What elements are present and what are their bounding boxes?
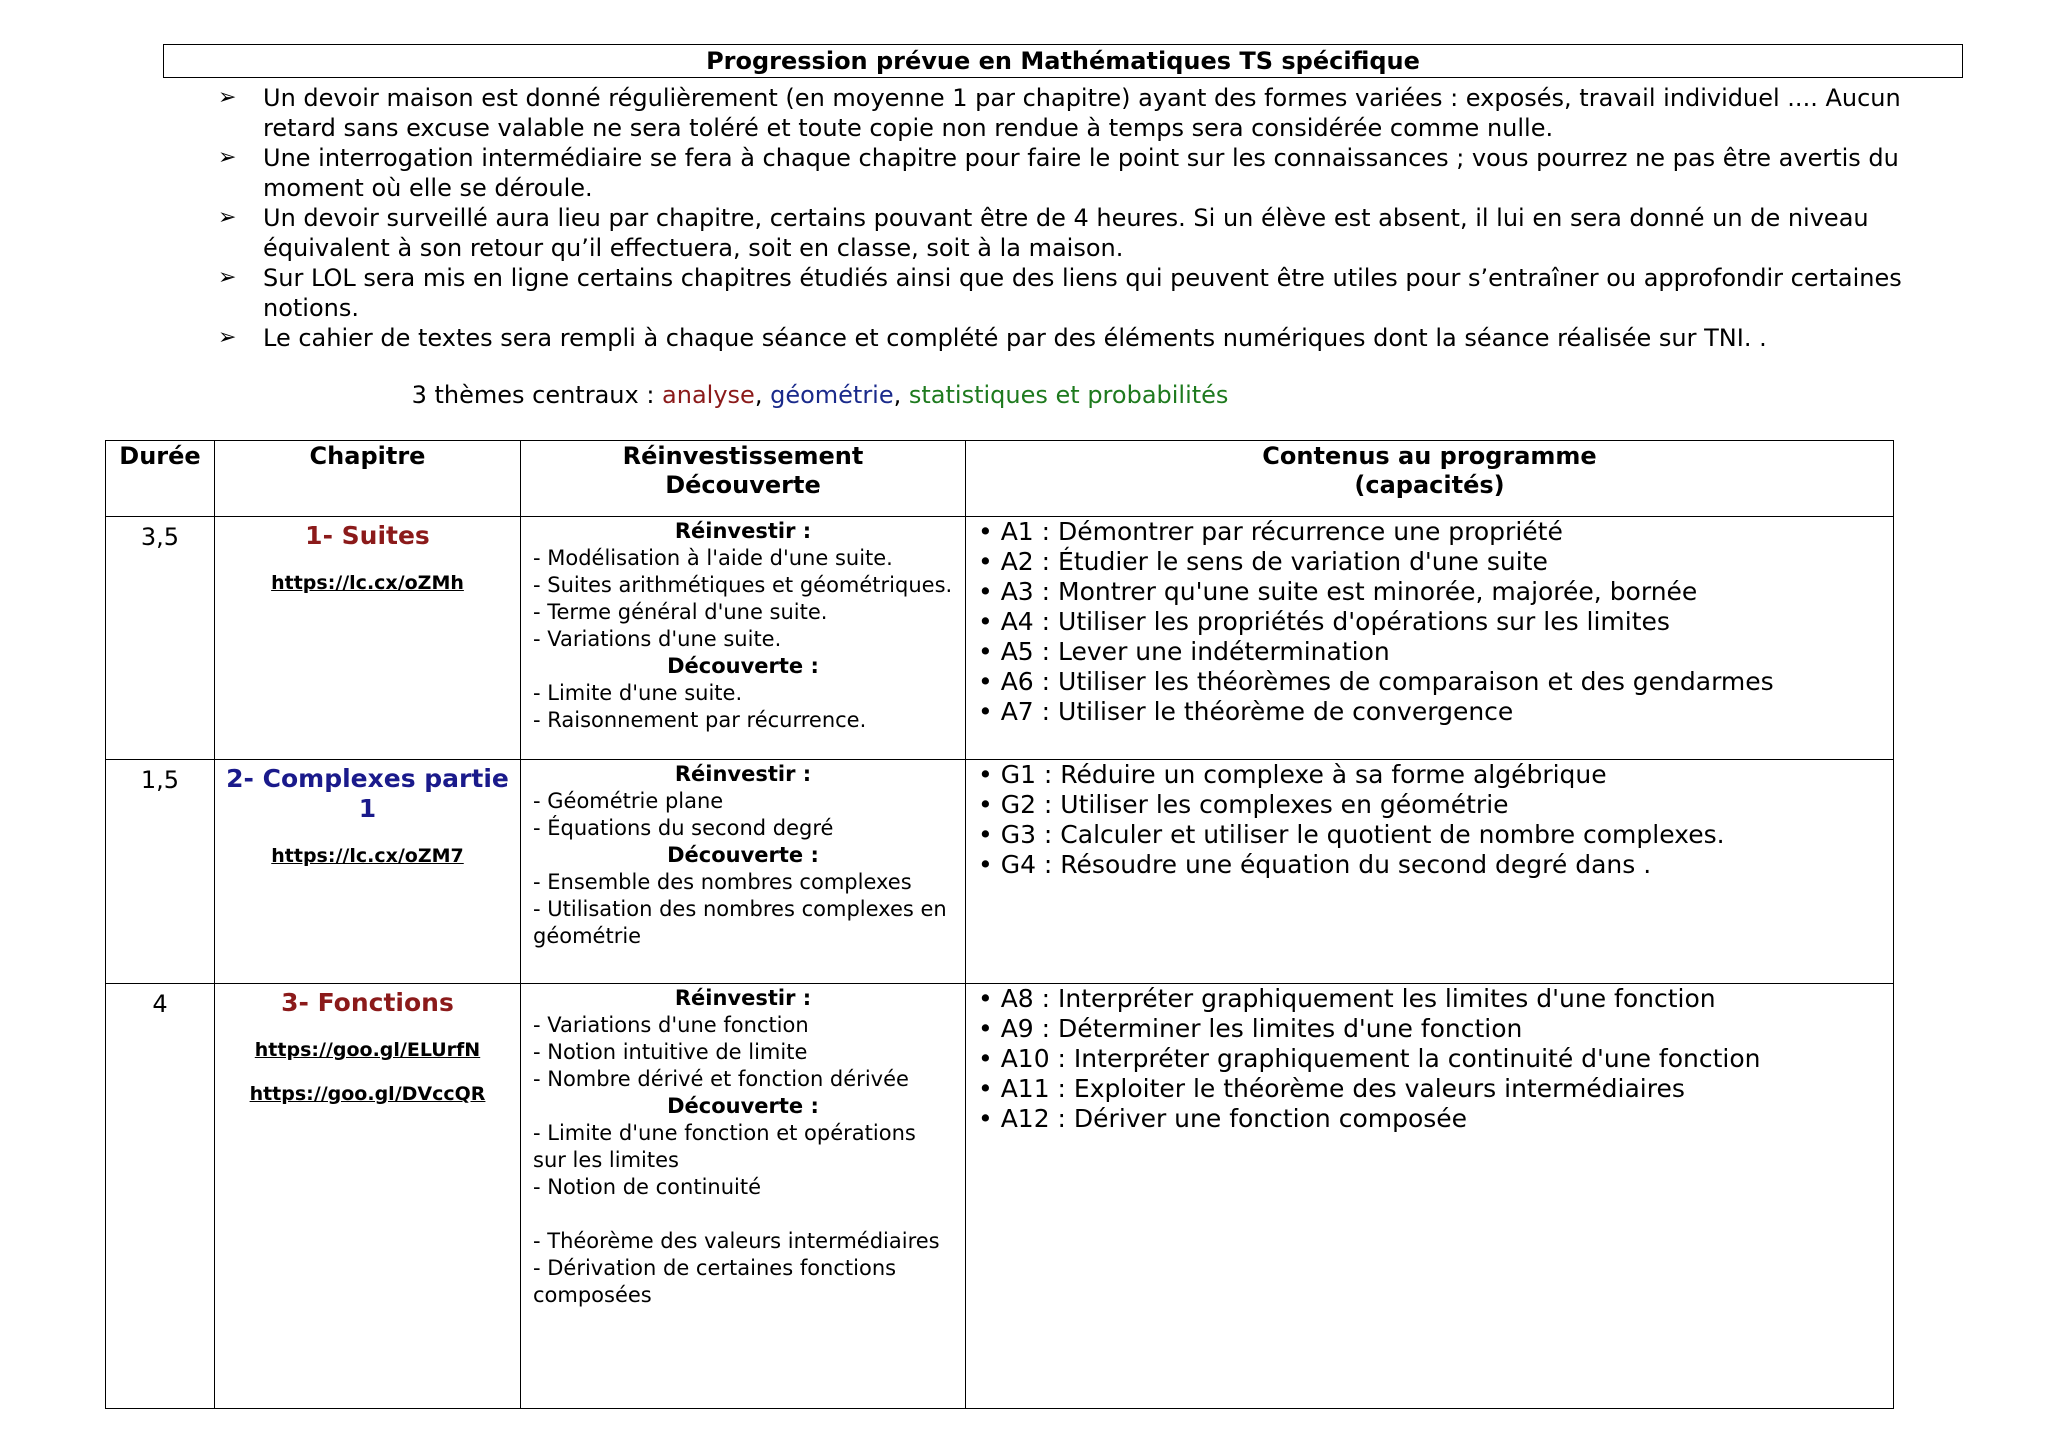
theme-analyse: analyse xyxy=(662,381,755,409)
capacite-item: • G3 : Calculer et utiliser le quotient de nombre complexes. xyxy=(978,820,1725,849)
chapter-link[interactable]: https://lc.cx/oZM7 xyxy=(271,845,464,867)
decouverte-heading: Découverte : xyxy=(667,654,819,678)
cell-reinvestissement xyxy=(521,517,966,760)
capacite-item: • A11 : Exploiter le théorème des valeurs intermédiaires xyxy=(978,1074,1685,1103)
rule-text: Un devoir surveillé aura lieu par chapitre, certains pouvant être de 4 heures. Si un élève est absent, il lui en sera donné un de niveau équivalent à son retour qu’il effectuera, soit en classe, soit à la maison. xyxy=(263,204,1869,262)
rule-item xyxy=(218,203,1963,263)
list-item: - Modélisation à l'aide d'une suite. xyxy=(533,546,893,570)
cell-chapitre xyxy=(215,760,521,984)
rule-text: Une interrogation intermédiaire se fera à chaque chapitre pour faire le point sur les connaissances ; vous pourrez ne pas être avertis du moment où elle se déroule. xyxy=(263,144,1899,202)
header-duree-label: Durée xyxy=(119,442,201,470)
list-item: - Ensemble des nombres complexes xyxy=(533,870,912,894)
header-duree xyxy=(106,441,215,517)
capacite-item: • A9 : Déterminer les limites d'une fonction xyxy=(978,1014,1523,1043)
cell-reinvestissement xyxy=(521,984,966,1409)
arrow-bullet-icon: ➢ xyxy=(218,265,237,290)
cell-reinvestissement xyxy=(521,760,966,984)
decouverte-heading: Découverte : xyxy=(667,1094,819,1118)
header-contenus xyxy=(966,441,1894,517)
header-reinvestissement xyxy=(521,441,966,517)
rule-item xyxy=(218,323,1963,353)
arrow-bullet-icon: ➢ xyxy=(218,325,237,350)
list-item: - Géométrie plane xyxy=(533,789,724,813)
arrow-bullet-icon: ➢ xyxy=(218,85,237,110)
chapter-link[interactable]: https://goo.gl/DVccQR xyxy=(249,1083,486,1105)
list-item: - Équations du second degré xyxy=(533,816,834,840)
list-item: - Variations d'une fonction xyxy=(533,1013,809,1037)
table-header-row xyxy=(106,441,1894,517)
list-item: - Suites arithmétiques et géométriques. xyxy=(533,573,953,597)
capacite-item: • A4 : Utiliser les propriétés d'opérations sur les limites xyxy=(978,607,1670,636)
cell-chapitre xyxy=(215,984,521,1409)
themes-prefix: 3 thèmes centraux : xyxy=(411,381,663,409)
table-row xyxy=(106,760,1894,984)
list-item: - Raisonnement par récurrence. xyxy=(533,708,867,732)
rule-item xyxy=(218,143,1963,203)
chapter-link[interactable]: https://goo.gl/ELUrfN xyxy=(254,1039,481,1061)
capacite-item: • A5 : Lever une indétermination xyxy=(978,637,1390,666)
decouverte-heading: Découverte : xyxy=(667,843,819,867)
rules-list xyxy=(218,83,1963,353)
capacite-item: • A3 : Montrer qu'une suite est minorée, majorée, bornée xyxy=(978,577,1698,606)
capacite-item: • A2 : Étudier le sens de variation d'une suite xyxy=(978,547,1548,576)
chapter-title: 1- Suites xyxy=(305,521,430,550)
header-capacites-label: (capacités) xyxy=(1354,471,1505,499)
capacite-item: • A6 : Utiliser les théorèmes de comparaison et des gendarmes xyxy=(978,667,1774,696)
list-item: - Dérivation de certaines fonctions composées xyxy=(533,1256,897,1307)
list-item: - Nombre dérivé et fonction dérivée xyxy=(533,1067,909,1091)
arrow-bullet-icon: ➢ xyxy=(218,145,237,170)
capacite-item: • G2 : Utiliser les complexes en géométrie xyxy=(978,790,1509,819)
arrow-bullet-icon: ➢ xyxy=(218,205,237,230)
progression-table xyxy=(105,440,1894,1409)
cell-contenus xyxy=(966,984,1894,1409)
capacite-item: • A7 : Utiliser le théorème de convergence xyxy=(978,697,1514,726)
list-item: - Théorème des valeurs intermédiaires xyxy=(533,1229,940,1253)
capacite-item: • A1 : Démontrer par récurrence une propriété xyxy=(978,517,1563,546)
capacite-item: • G4 : Résoudre une équation du second degré dans . xyxy=(978,850,1652,879)
capacite-item: • A12 : Dériver une fonction composée xyxy=(978,1104,1468,1133)
rule-item xyxy=(218,83,1963,143)
list-item: - Notion intuitive de limite xyxy=(533,1040,808,1064)
header-decouverte-label: Découverte xyxy=(665,471,821,499)
themes-line xyxy=(0,380,1640,410)
themes-sep: , xyxy=(893,381,909,409)
rule-text: Un devoir maison est donné régulièrement (en moyenne 1 par chapitre) ayant des formes variées : exposés, travail individuel .... Aucun retard sans excuse valable ne sera toléré et toute copie non rendue à temps sera considérée comme nulle. xyxy=(263,84,1901,142)
capacite-item: • A10 : Interpréter graphiquement la continuité d'une fonction xyxy=(978,1044,1761,1073)
chapter-link[interactable]: https://lc.cx/oZMh xyxy=(271,572,464,594)
list-item: - Terme général d'une suite. xyxy=(533,600,828,624)
capacite-item: • A8 : Interpréter graphiquement les limites d'une fonction xyxy=(978,984,1716,1013)
list-item: - Limite d'une suite. xyxy=(533,681,743,705)
reinvestir-heading: Réinvestir : xyxy=(674,762,812,786)
cell-contenus xyxy=(966,760,1894,984)
chapter-title: 3- Fonctions xyxy=(281,988,454,1017)
theme-geometrie: géométrie xyxy=(770,381,894,409)
rule-text: Sur LOL sera mis en ligne certains chapitres étudiés ainsi que des liens qui peuvent être utiles pour s’entraîner ou approfondir certaines notions. xyxy=(263,264,1902,322)
header-contenus-label: Contenus au programme xyxy=(1262,442,1597,470)
cell-duree: 3,5 xyxy=(106,517,215,760)
cell-contenus xyxy=(966,517,1894,760)
capacite-item: • G1 : Réduire un complexe à sa forme algébrique xyxy=(978,760,1607,789)
theme-stats: statistiques et probabilités xyxy=(908,381,1229,409)
cell-chapitre xyxy=(215,517,521,760)
reinvestir-heading: Réinvestir : xyxy=(674,519,812,543)
cell-duree: 1,5 xyxy=(106,760,215,984)
list-item: - Variations d'une suite. xyxy=(533,627,782,651)
reinvestir-heading: Réinvestir : xyxy=(674,986,812,1010)
list-item: - Notion de continuité xyxy=(533,1175,762,1199)
themes-sep: , xyxy=(754,381,771,409)
rule-text: Le cahier de textes sera rempli à chaque séance et complété par des éléments numériques dont la séance réalisée sur TNI. . xyxy=(263,324,1767,352)
list-item: - Limite d'une fonction et opérations sur les limites xyxy=(533,1121,916,1172)
header-chapitre-label: Chapitre xyxy=(309,442,426,470)
spacer xyxy=(533,1201,953,1228)
page-title: Progression prévue en Mathématiques TS spécifique xyxy=(163,44,1963,78)
table-row xyxy=(106,517,1894,760)
cell-duree: 4 xyxy=(106,984,215,1409)
chapter-title: 2- Complexes partie 1 xyxy=(226,764,509,823)
list-item: - Utilisation des nombres complexes en géométrie xyxy=(533,897,947,948)
table-row xyxy=(106,984,1894,1409)
rule-item xyxy=(218,263,1963,323)
header-chapitre xyxy=(215,441,521,517)
header-reinv-label: Réinvestissement xyxy=(622,442,864,470)
